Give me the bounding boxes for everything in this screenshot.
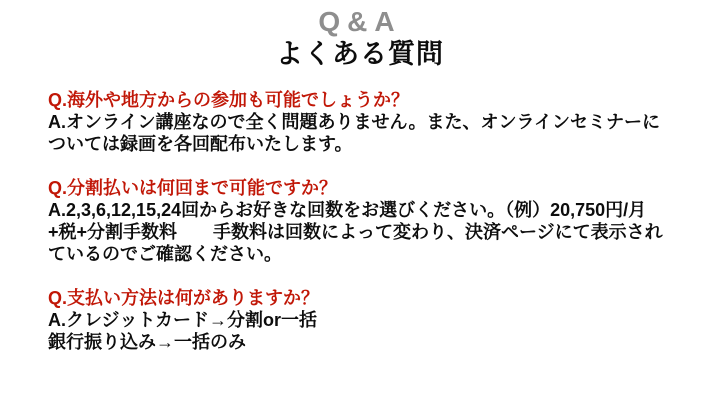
question-text: Q.支払い方法は何がありますか？ <box>48 288 320 308</box>
qa-section-payment-methods <box>48 287 702 353</box>
answer-line: ているのでご確認ください。 <box>48 244 282 264</box>
question-text: Q.分割払いは何回まで可能ですか？ <box>48 178 338 198</box>
answer-line: A.2,3,6,12,15,24回からお好きな回数をお選びください。（例）20,750円/月 <box>48 200 647 220</box>
answer-line: A.クレジットカード→分割or一括 <box>48 310 318 330</box>
slide-header <box>0 0 720 71</box>
qa-section-installments <box>48 177 702 265</box>
page-title: よくある質問 <box>276 39 444 69</box>
answer-line: +税+分割手数料 手数料は回数によって変わり、決済ページにて表示され <box>48 222 663 242</box>
answer-line: ついては録画を各回配布いたします。 <box>48 134 353 154</box>
answer-line: 銀行振り込み→一括のみ <box>48 332 246 352</box>
qa-content <box>0 71 720 353</box>
qa-eyebrow: Q&A <box>318 6 402 37</box>
qa-section-participation <box>48 89 702 155</box>
question-text: Q.海外や地方からの参加も可能でしょうか？ <box>48 90 409 110</box>
answer-line: A.オンライン講座なので全く問題ありません。また、オンラインセミナーに <box>48 112 660 132</box>
